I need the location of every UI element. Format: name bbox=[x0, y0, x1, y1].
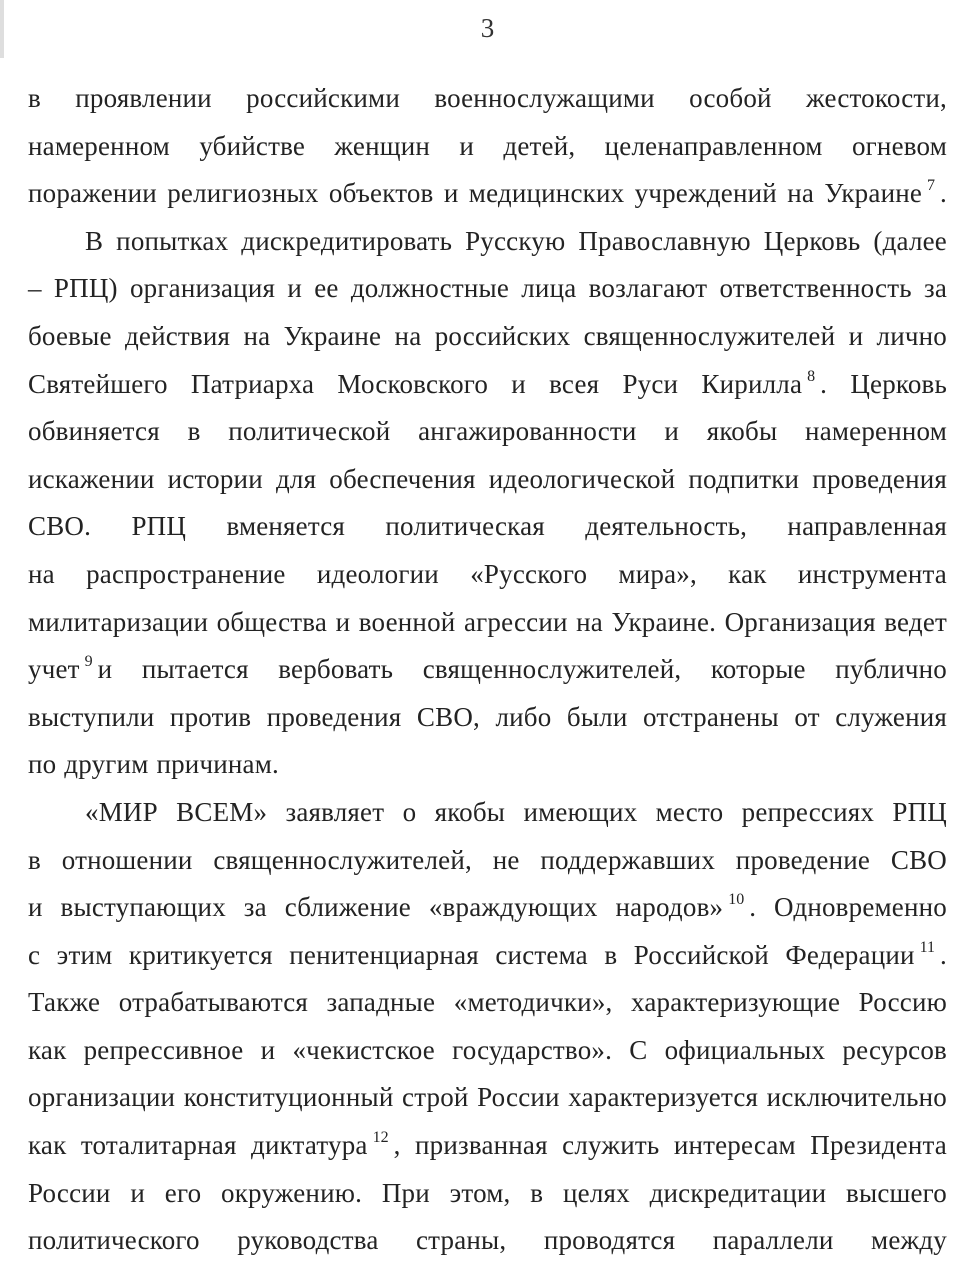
text-line: на распространение идеологии «Русского мира», как инструмента bbox=[28, 558, 947, 589]
text-line: выступили против проведения СВО, либо были отстранены от служения bbox=[28, 701, 947, 732]
text-line: с этим критикуется пенитенциарная система в Российской Федерации $^{11}$ . bbox=[28, 938, 947, 970]
text-line: как тоталитарная диктатура $^{12}$ , призванная служить интересам Президента bbox=[28, 1129, 947, 1161]
text-line: в проявлении российскими военнослужащими особой жестокости, bbox=[28, 83, 947, 113]
footnote-reference: 7 bbox=[927, 177, 936, 195]
footnote-reference: 9 bbox=[84, 653, 93, 671]
paragraph bbox=[28, 75, 947, 218]
footnote-reference: 10 bbox=[728, 891, 745, 909]
footnote-reference: 12 bbox=[372, 1129, 389, 1147]
text-line: в отношении священнослужителей, не поддержавших проведение СВО bbox=[28, 844, 947, 875]
text-line: организации конституционный строй России характеризуется исключительно bbox=[28, 1082, 947, 1113]
text-line: «МИР ВСЕМ» заявляет о якобы имеющих место репрессиях РПЦ bbox=[85, 796, 947, 827]
text-line: милитаризации общества и военной агрессии на Украине. Организация ведет bbox=[28, 606, 947, 637]
page-number: 3 bbox=[480, 13, 495, 43]
text-line: В попытках дискредитировать Русскую Православную Церковь (далее bbox=[85, 225, 947, 256]
text-line: поражении религиозных объектов и медицинских учреждений на Украине $^7$ . bbox=[28, 177, 947, 209]
text-line: России и его окружению. При этом, в целях дискредитации высшего bbox=[28, 1177, 947, 1208]
text-line: как репрессивное и «чекистское государство». С официальных ресурсов bbox=[28, 1034, 947, 1065]
text-line: Также отрабатываются западные «методички», характеризующие Россию bbox=[28, 987, 947, 1018]
text-line: искажении истории для обеспечения идеологической подпитки проведения bbox=[28, 463, 947, 494]
text-line: и выступающих за сближение «враждующих народов» $^{10}$ . Одновременно bbox=[28, 891, 947, 923]
text-line: боевые действия на Украине на российских священнослужителей и лично bbox=[28, 320, 947, 351]
text-line: намеренном убийстве женщин и детей, целенаправленном огневом bbox=[28, 130, 947, 161]
text-line: Святейшего Патриарха Московского и всея Руси Кирилла $^8$ . Церковь bbox=[28, 367, 948, 399]
paragraph bbox=[28, 789, 947, 1265]
paragraph bbox=[28, 218, 947, 789]
text-line: учет $^9$ и пытается вербовать священнослужителей, которые публично bbox=[28, 653, 947, 685]
text-line: по другим причинам. bbox=[28, 749, 279, 780]
footnote-reference: 11 bbox=[919, 938, 936, 956]
document-body bbox=[28, 75, 947, 1265]
text-line: обвиняется в политической ангажированности и якобы намеренном bbox=[28, 416, 947, 447]
text-line: – РПЦ) организация и ее должностные лица возлагают ответственность за bbox=[28, 273, 947, 304]
text-line: политического руководства страны, проводятся параллели между bbox=[28, 1225, 947, 1256]
text-line: СВО. РПЦ вменяется политическая деятельность, направленная bbox=[28, 511, 947, 542]
footnote-reference: 8 bbox=[807, 367, 816, 385]
